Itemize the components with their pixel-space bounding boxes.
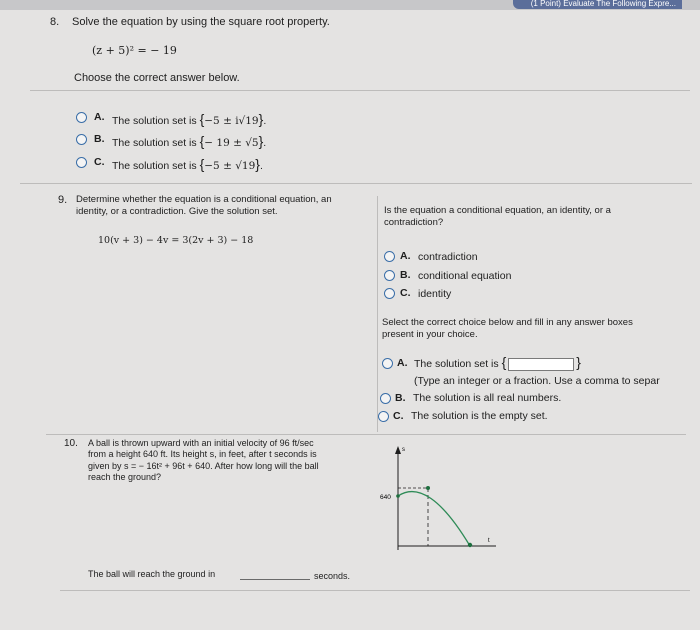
window-title: (1 Point) Evaluate The Following Expre... — [513, 0, 682, 9]
vertical-divider — [377, 196, 378, 432]
question-9-number: 9. — [58, 194, 68, 206]
option-text: The solution set is — [414, 358, 499, 370]
answer-prefix: The ball will reach the ground in — [88, 569, 216, 579]
option-letter: C. — [393, 410, 404, 422]
question-9-right-prompt-line2: contradiction? — [384, 217, 444, 228]
question-9-prompt-line1: Determine whether the equation is a conditional equation, an — [76, 194, 332, 205]
option-letter: C. — [94, 156, 105, 168]
divider — [46, 434, 686, 435]
vertex-point — [426, 486, 430, 490]
question-8-number: 8. — [50, 16, 60, 28]
option-letter: B. — [94, 133, 105, 145]
window-title-bar — [0, 0, 700, 10]
question-9-equation: 10(v + 3) − 4v = 3(2v + 3) − 18 — [98, 235, 254, 246]
option-letter: A. — [397, 357, 408, 369]
answer-input-line[interactable] — [240, 579, 310, 580]
question-10-line2: from a height 640 ft. Its height s, in feet, after t seconds is — [88, 449, 317, 459]
option-text: contradiction — [418, 251, 478, 263]
radio-button[interactable] — [76, 134, 87, 145]
height-graph — [372, 438, 502, 560]
question-10-number: 10. — [64, 438, 78, 449]
option-text: identity — [418, 288, 452, 300]
option-letter: C. — [400, 287, 411, 299]
solution-value: −5 ± √19 — [204, 160, 256, 172]
start-point — [396, 494, 400, 498]
y-axis-label: s — [402, 447, 405, 453]
question-10-line4: reach the ground? — [88, 472, 162, 482]
radio-button[interactable] — [384, 288, 395, 299]
option-letter: A. — [94, 111, 105, 123]
option-text: The solution set is — [112, 160, 197, 172]
radio-button[interactable] — [76, 112, 87, 123]
question-8-prompt: Solve the equation by using the square root property. — [72, 16, 330, 28]
ground-point — [468, 543, 472, 547]
radio-button[interactable] — [378, 411, 389, 422]
option-letter: A. — [400, 250, 411, 262]
option-text: The solution set is — [112, 115, 197, 127]
question-8-equation: (z + 5)² = − 19 — [92, 44, 177, 57]
solution-value: − 19 ± √5 — [204, 137, 259, 149]
option-text: conditional equation — [418, 270, 512, 282]
radio-button[interactable] — [382, 358, 393, 369]
x-axis-label: t — [488, 538, 490, 544]
option-text: The solution is all real numbers. — [413, 392, 562, 404]
y-axis-arrow-icon — [395, 446, 401, 454]
option-text: The solution set is — [112, 137, 197, 149]
divider — [20, 183, 692, 184]
solution-set-input[interactable] — [508, 358, 574, 371]
option-letter: B. — [395, 392, 406, 404]
divider — [30, 90, 690, 91]
select-instruction-line1: Select the correct choice below and fill in any answer boxes — [382, 317, 633, 328]
option-letter: B. — [400, 269, 411, 281]
radio-button[interactable] — [76, 157, 87, 168]
question-9-prompt-line2: identity, or a contradiction. Give the solution set. — [76, 206, 278, 217]
height-label: 640 — [380, 494, 391, 501]
question-8-instruction: Choose the correct answer below. — [74, 72, 240, 84]
option-note: (Type an integer or a fraction. Use a comma to separ — [414, 375, 660, 387]
divider — [60, 590, 690, 591]
question-9-right-prompt-line1: Is the equation a conditional equation, an identity, or a — [384, 205, 611, 216]
question-10-line1: A ball is thrown upward with an initial velocity of 96 ft/sec — [88, 438, 314, 448]
answer-suffix: seconds. — [314, 571, 351, 581]
solution-value: −5 ± i√19 — [204, 115, 259, 127]
radio-button[interactable] — [380, 393, 391, 404]
select-instruction-line2: present in your choice. — [382, 329, 478, 340]
question-10-line3: given by s = − 16t² + 96t + 640. After how long will the ball — [88, 461, 319, 471]
radio-button[interactable] — [384, 251, 395, 262]
option-text: The solution is the empty set. — [411, 410, 548, 422]
radio-button[interactable] — [384, 270, 395, 281]
parabola-curve — [398, 492, 470, 546]
